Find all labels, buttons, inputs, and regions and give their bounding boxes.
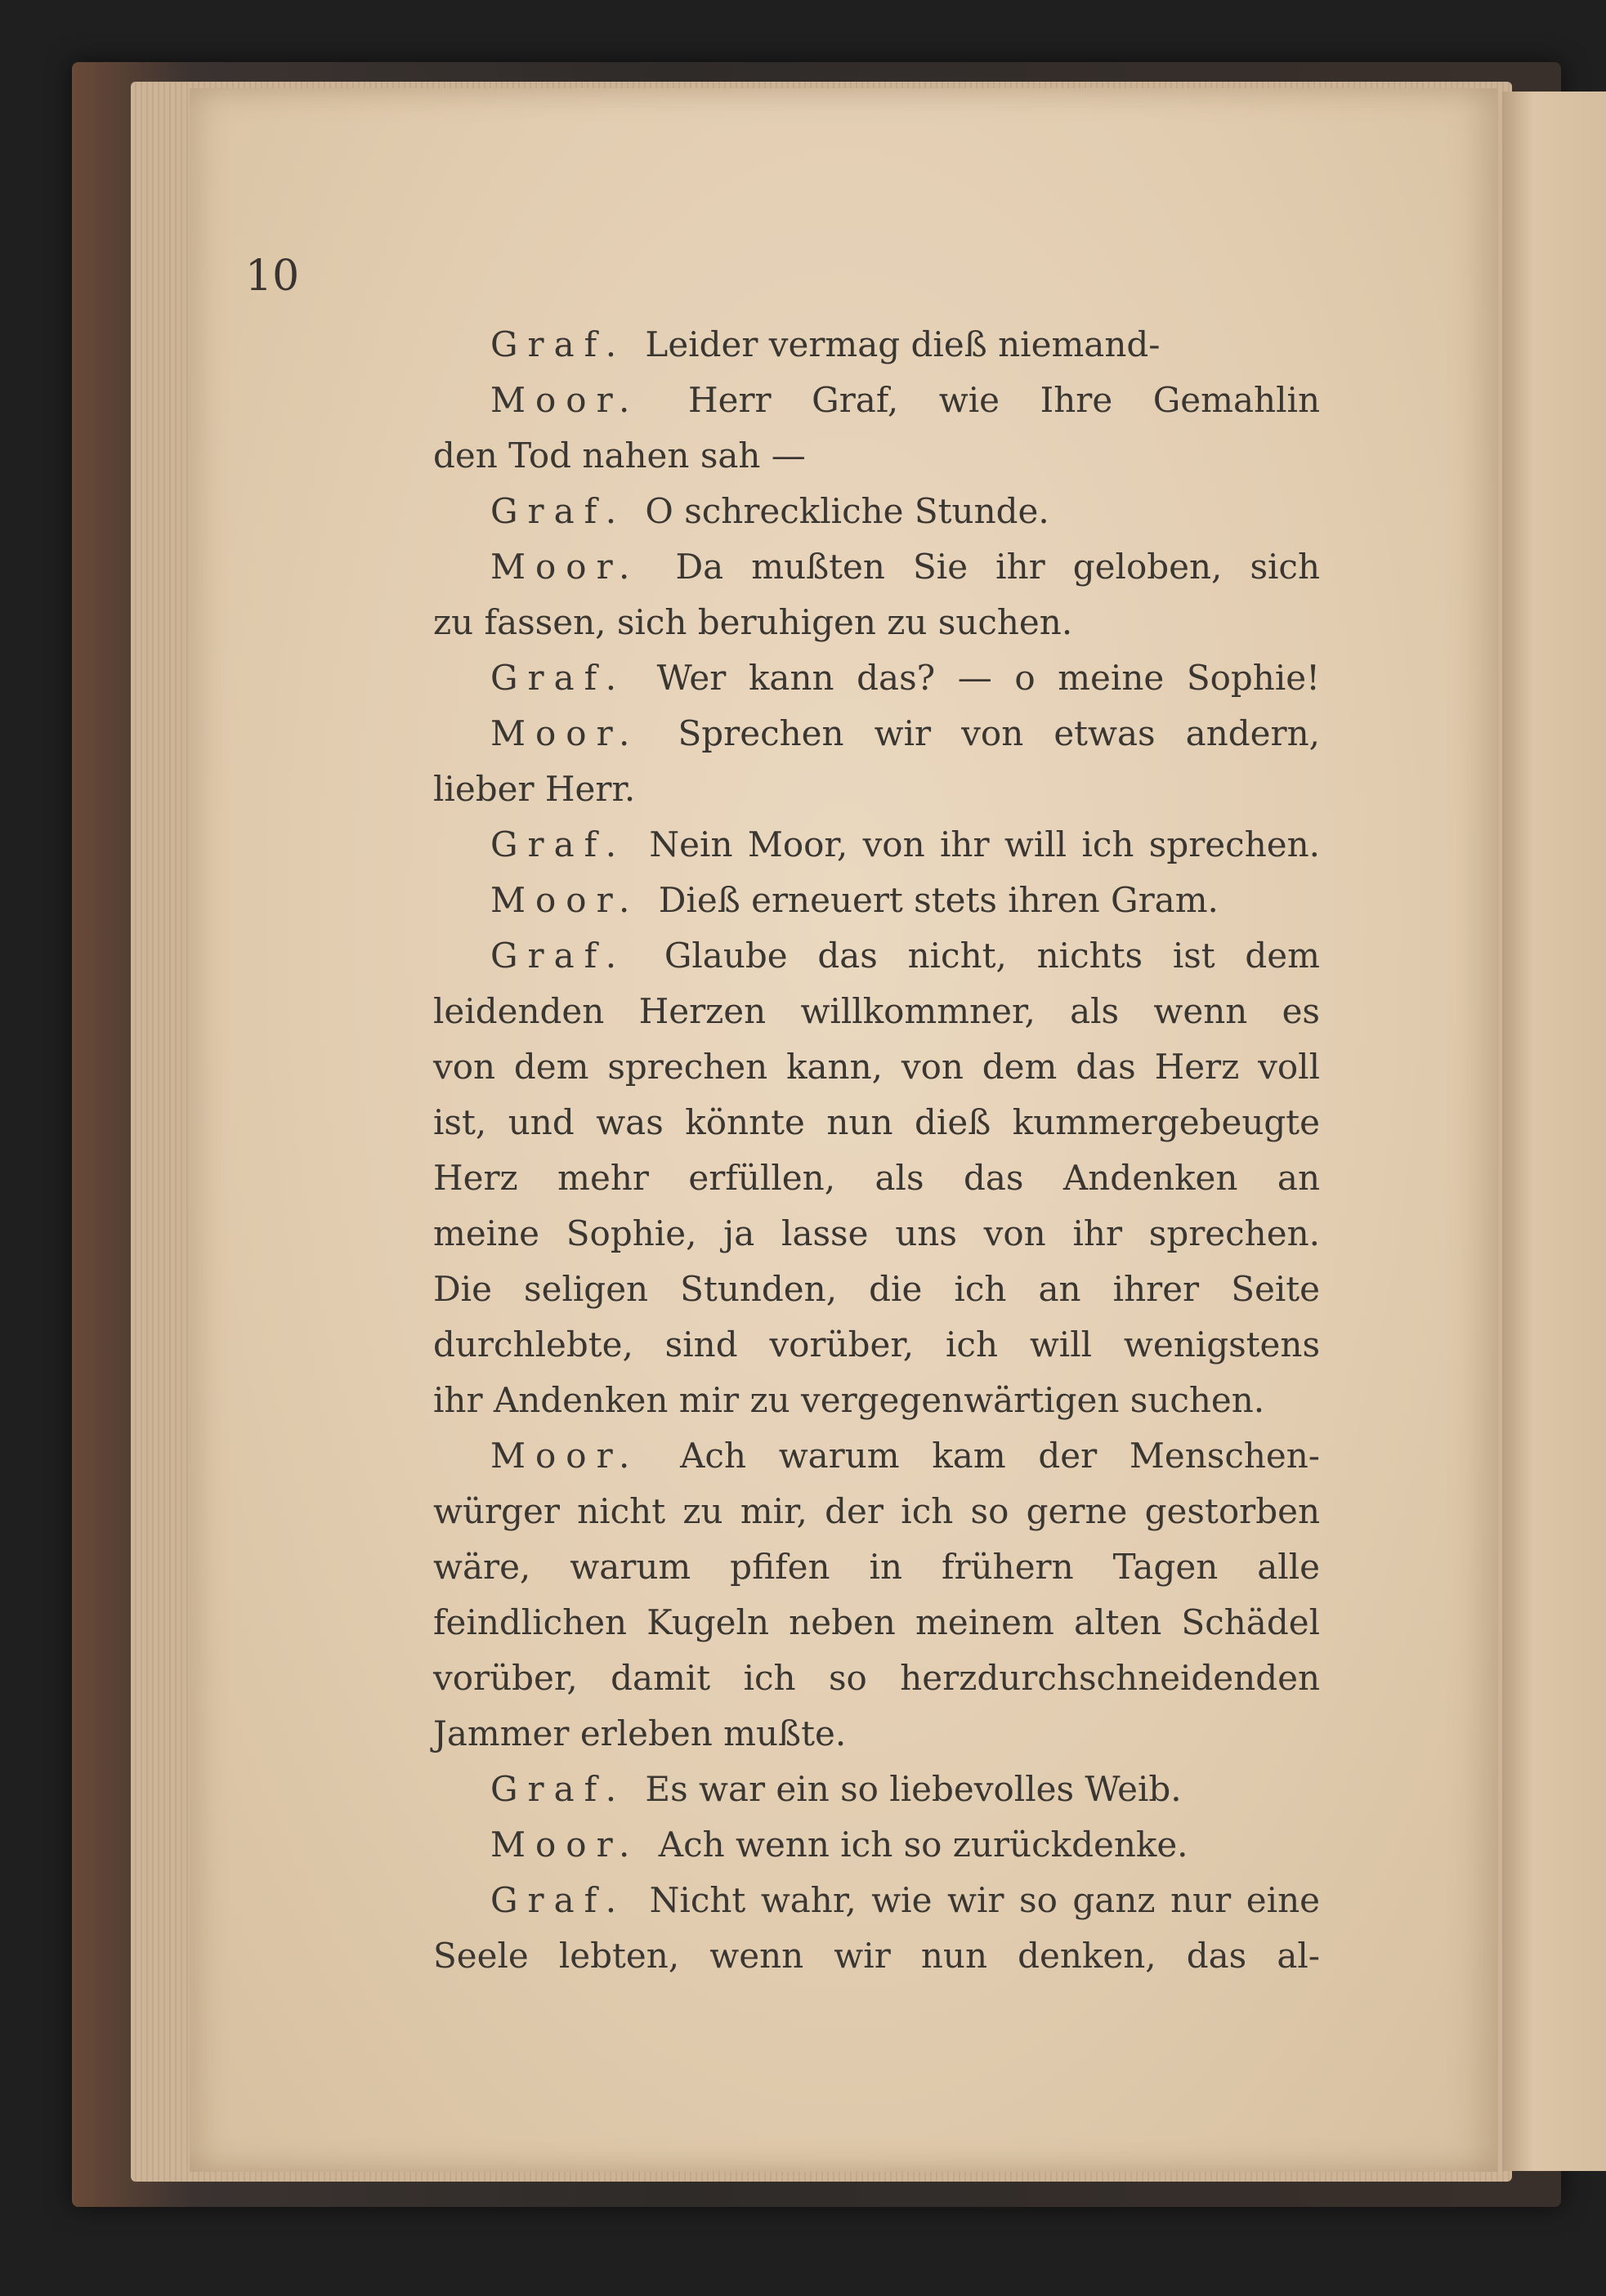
line-text: Seele lebten, wenn wir nun denken, das al- (433, 1936, 1320, 1976)
text-line (433, 762, 1320, 817)
text-line (433, 1928, 1320, 1984)
text-line (433, 1484, 1320, 1539)
text-line (433, 428, 1320, 484)
text-line (433, 650, 1320, 706)
text-line (433, 484, 1320, 539)
line-text: zu fassen, sich beruhigen zu suchen. (433, 602, 1073, 642)
line-text: Es war ein so liebevolles Weib. (634, 1769, 1182, 1809)
speaker-name: Graf. (490, 1880, 627, 1920)
text-line (433, 1595, 1320, 1651)
line-text: würger nicht zu mir, der ich so gerne gestorben (433, 1491, 1320, 1531)
text-line (433, 1873, 1320, 1928)
line-text: Ach wenn ich so zurückdenke. (647, 1825, 1188, 1865)
line-text: leidenden Herzen willkommner, als wenn es (433, 991, 1320, 1031)
speaker-name: Moor. (490, 1436, 640, 1476)
text-line (433, 1262, 1320, 1317)
text-line (433, 1428, 1320, 1484)
line-text: wäre, warum pfifen in frühern Tagen alle (433, 1547, 1320, 1587)
speaker-name: Graf. (490, 1769, 627, 1809)
line-text: Nicht wahr, wie wir so ganz nur eine (634, 1880, 1320, 1920)
line-text: Die seligen Stunden, die ich an ihrer Seite (433, 1269, 1320, 1309)
text-line (433, 1095, 1320, 1150)
speaker-name: Moor. (490, 547, 640, 587)
speaker-name: Moor. (490, 1825, 640, 1865)
speaker-name: Graf. (490, 936, 627, 976)
text-line (433, 928, 1320, 984)
speaker-name: Moor. (490, 380, 640, 420)
line-text: Jammer erleben mußte. (433, 1713, 847, 1753)
text-line (433, 1317, 1320, 1373)
text-line (433, 873, 1320, 928)
line-text: feindlichen Kugeln neben meinem alten Schädel (433, 1602, 1320, 1642)
speaker-name: Moor. (490, 713, 640, 753)
text-line (433, 373, 1320, 428)
line-text: Wer kann das? — o meine Sophie! (634, 658, 1320, 698)
speaker-name: Graf. (490, 324, 627, 364)
text-line (433, 1762, 1320, 1817)
line-text: ist, und was könnte nun dieß kummergebeugte (433, 1102, 1320, 1142)
line-text: Nein Moor, von ihr will ich sprechen. (634, 824, 1320, 864)
text-line (433, 1373, 1320, 1428)
text-line (433, 539, 1320, 595)
text-line (433, 317, 1320, 373)
text-line (433, 1150, 1320, 1206)
text-line (433, 1206, 1320, 1262)
text-line (433, 1039, 1320, 1095)
page-text (433, 317, 1320, 1984)
text-line (433, 706, 1320, 762)
speaker-name: Graf. (490, 824, 627, 864)
line-text: durchlebte, sind vorüber, ich will wenigstens (433, 1324, 1320, 1365)
line-text: Herr Graf, wie Ihre Gemahlin (647, 380, 1320, 420)
speaker-name: Graf. (490, 658, 627, 698)
speaker-name: Graf. (490, 491, 627, 531)
speaker-name: Moor. (490, 880, 640, 920)
line-text: Dieß erneuert stets ihren Gram. (647, 880, 1219, 920)
line-text: Da mußten Sie ihr geloben, sich (647, 547, 1320, 587)
line-text: O schreckliche Stunde. (634, 491, 1049, 531)
text-line (433, 817, 1320, 873)
line-text: von dem sprechen kann, von dem das Herz voll (433, 1047, 1320, 1087)
line-text: Sprechen wir von etwas andern, (647, 713, 1320, 753)
line-text: ihr Andenken mir zu vergegenwärtigen suchen. (433, 1380, 1265, 1420)
text-line (433, 984, 1320, 1039)
line-text: Glaube das nicht, nichts ist dem (634, 936, 1320, 976)
facing-page-edge (1502, 92, 1606, 2171)
line-text: Ach warum kam der Menschen- (647, 1436, 1320, 1476)
text-line (433, 1817, 1320, 1873)
line-text: Leider vermag dieß niemand- (634, 324, 1161, 364)
line-text: Herz mehr erfüllen, als das Andenken an (433, 1158, 1320, 1198)
text-line (433, 595, 1320, 650)
text-line (433, 1651, 1320, 1706)
page-number: 10 (245, 252, 300, 301)
line-text: den Tod nahen sah — (433, 436, 806, 476)
text-line (433, 1539, 1320, 1595)
line-text: vorüber, damit ich so herzdurchschneidenden (433, 1658, 1320, 1698)
text-line (433, 1706, 1320, 1762)
line-text: lieber Herr. (433, 769, 636, 809)
line-text: meine Sophie, ja lasse uns von ihr sprechen. (433, 1213, 1320, 1253)
